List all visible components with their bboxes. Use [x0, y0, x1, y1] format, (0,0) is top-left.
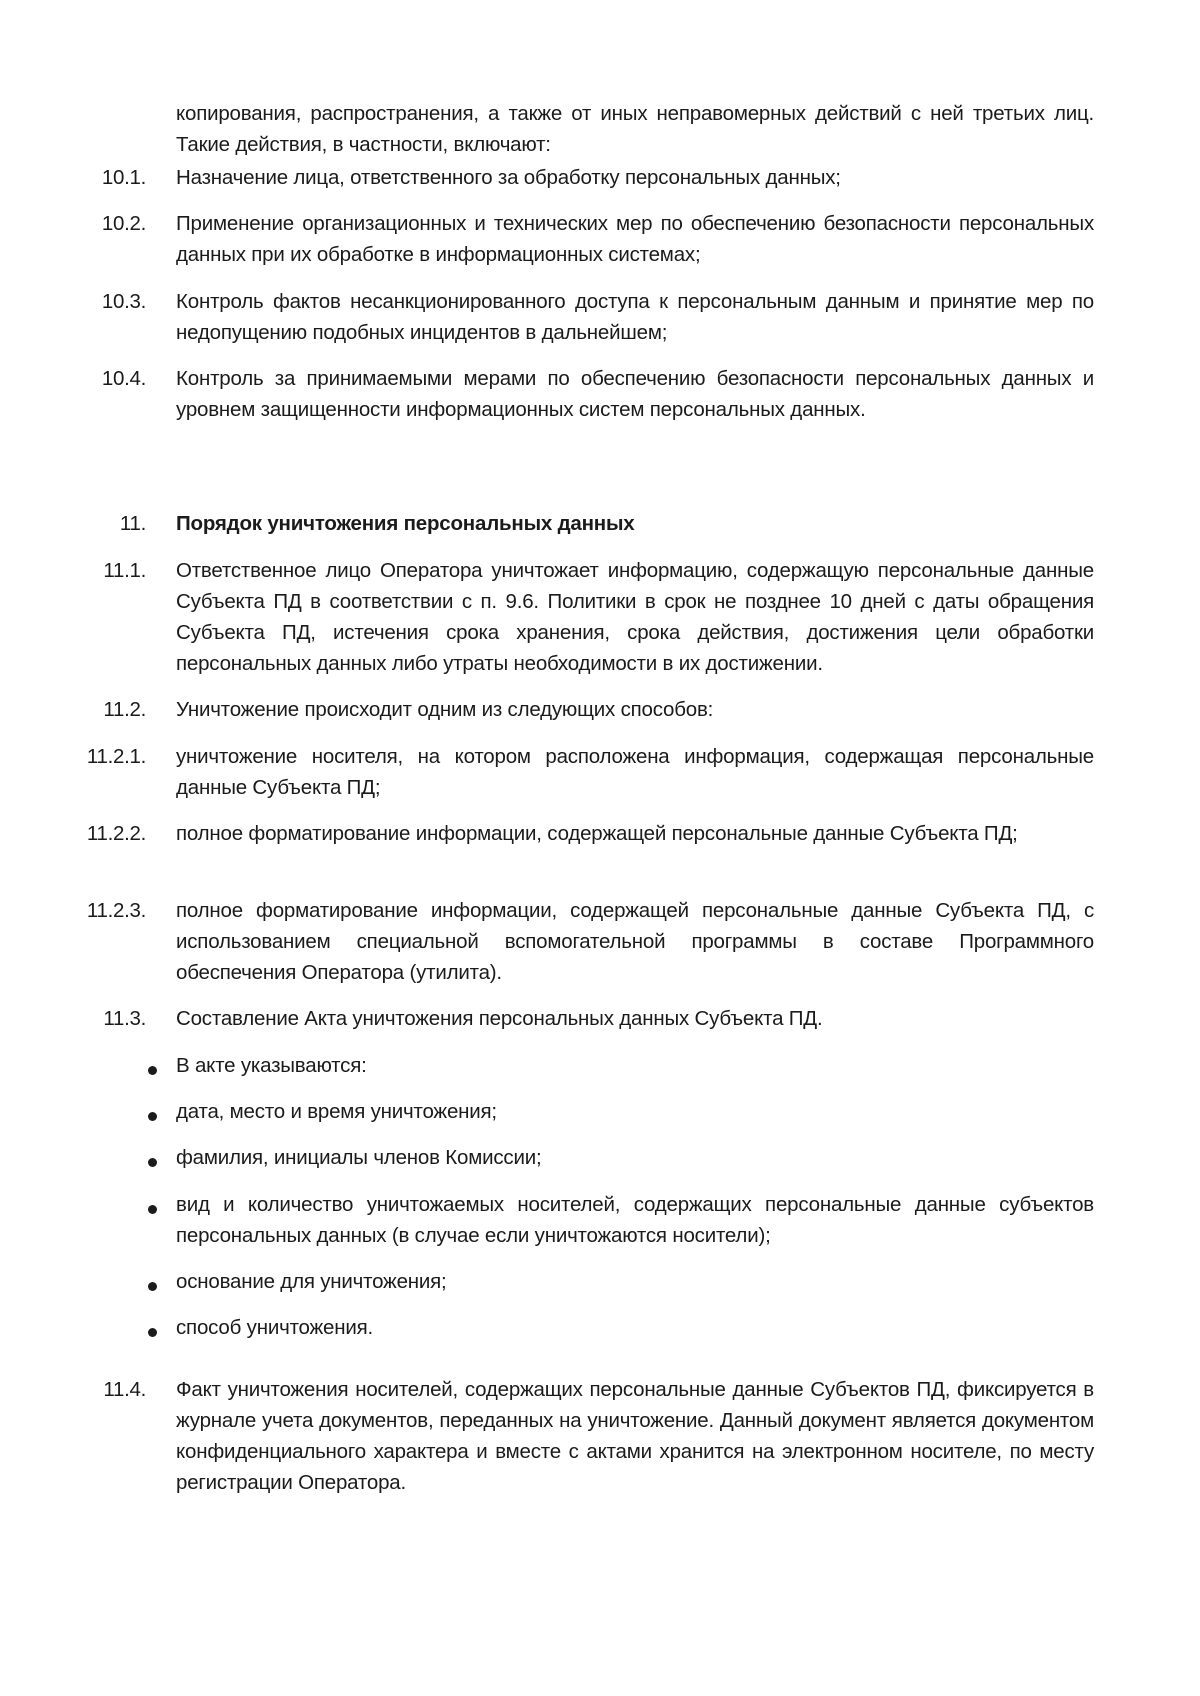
list-item: Ответственное лицо Оператора уничтожает информацию, содержащую персональные данные Субъекта ПД в соответствии с п. 9.6. Политики в срок не позднее 10 дней с даты обращения Субъекта ПД, истечения срока хранения, срока действия, достижения цели обработки персональных данных либо утраты необходимости в их достижении.	[176, 559, 1094, 675]
list-item: Контроль фактов несанкционированного доступа к персональным данным и принятие мер по недопущению подобных инцидентов в дальнейшем;	[176, 290, 1094, 344]
item-number: 11.2.	[103, 698, 146, 721]
item-number: 10.2.	[101, 212, 146, 235]
list-item: полное форматирование информации, содержащей персональные данные Субъекта ПД, с использованием специальной вспомогательной программы в составе Программного обеспечения Оператора (утилита).	[176, 899, 1094, 984]
list-item: Контроль за принимаемыми мерами по обеспечению безопасности персональных данных и уровнем защищенности информационных систем персональных данных.	[176, 367, 1094, 421]
bullet-item: основание для уничтожения;	[176, 1270, 447, 1293]
bullet-icon	[148, 1112, 157, 1121]
section-heading: Порядок уничтожения персональных данных	[176, 512, 635, 535]
bullet-icon	[148, 1066, 157, 1075]
bullet-icon	[148, 1205, 157, 1214]
item-number: 11.1.	[103, 559, 146, 582]
item-number: 11.4.	[103, 1378, 146, 1401]
list-item: Назначение лица, ответственного за обработку персональных данных;	[176, 166, 841, 189]
item-number: 11.2.3.	[86, 899, 146, 922]
item-number: 11.2.1.	[86, 745, 146, 768]
section-number: 11.	[119, 512, 146, 535]
list-item: полное форматирование информации, содержащей персональные данные Субъекта ПД;	[176, 822, 1018, 845]
bullet-item: фамилия, инициалы членов Комиссии;	[176, 1146, 542, 1169]
bullet-item: дата, место и время уничтожения;	[176, 1100, 497, 1123]
bullet-icon	[148, 1158, 157, 1167]
item-number: 10.3.	[101, 290, 146, 313]
list-item: уничтожение носителя, на котором расположена информация, содержащая персональные данные Субъекта ПД;	[176, 745, 1094, 799]
list-item: Применение организационных и технических мер по обеспечению безопасности персональных данных при их обработке в информационных системах;	[176, 212, 1094, 266]
item-number: 10.4.	[101, 367, 146, 390]
bullet-icon	[148, 1328, 157, 1337]
bullet-icon	[148, 1282, 157, 1291]
item-number: 11.2.2.	[86, 822, 146, 845]
item-number: 11.3.	[103, 1007, 146, 1030]
item-number: 10.1.	[101, 166, 146, 189]
intro-paragraph: копирования, распространения, а также от иных неправомерных действий с ней третьих лиц. Такие действия, в частности, включают:	[176, 102, 1094, 156]
bullet-item: способ уничтожения.	[176, 1316, 373, 1339]
bullet-item: В акте указываются:	[176, 1054, 367, 1077]
list-item: Факт уничтожения носителей, содержащих персональные данные Субъектов ПД, фиксируется в журнале учета документов, переданных на уничтожение. Данный документ является документом конфиденциального характера и вместе с актами хранится на электронном носителе, по месту регистрации Оператора.	[176, 1378, 1094, 1494]
list-item: Составление Акта уничтожения персональных данных Субъекта ПД.	[176, 1007, 823, 1030]
bullet-item: вид и количество уничтожаемых носителей, содержащих персональные данные субъектов персональных данных (в случае если уничтожаются носители);	[176, 1193, 1094, 1247]
list-item: Уничтожение происходит одним из следующих способов:	[176, 698, 714, 721]
